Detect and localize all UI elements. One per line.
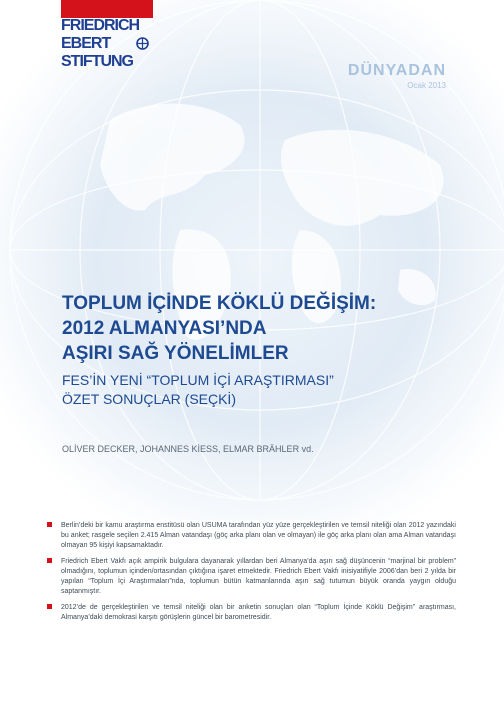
list-item xyxy=(47,557,456,597)
title-line: AŞIRI SAĞ YÖNELİMLER xyxy=(62,343,289,364)
list-item xyxy=(47,603,456,623)
subtitle-line: FES’İN YENİ “TOPLUM İÇİ ARAŞTIRMASI” xyxy=(62,372,334,388)
document-title xyxy=(62,291,462,366)
bullet-square-icon xyxy=(47,604,52,609)
logo-red-bar xyxy=(61,0,153,18)
document-subtitle xyxy=(62,371,462,409)
series-date: Ocak 2013 xyxy=(407,81,446,90)
summary-bullets xyxy=(47,521,456,629)
series-header xyxy=(348,62,446,90)
title-line: TOPLUM İÇİNDE KÖKLÜ DEĞİŞİM: xyxy=(62,293,377,314)
logo-word-stiftung: STIFTUNG xyxy=(61,53,133,70)
fes-logo xyxy=(61,0,153,78)
logo-word-ebert: EBERT xyxy=(61,35,111,52)
authors-line: OLİVER DECKER, JOHANNES KİESS, ELMAR BRÄHLER vd. xyxy=(62,444,314,454)
bullet-text: 2012’de de gerçekleştirilen ve temsil niteliği olan bir anketin sonuçları olan “Toplum İçinde Köklü Değişim” araştırması, Almanya’daki demokrasi karşıtı görüşlerin güncel bir barometresidir. xyxy=(61,604,456,621)
logo-word-friedrich: FRIEDRICH xyxy=(61,17,140,34)
bullet-text: Berlin’deki bir kamu araştırma enstitüsü olan USUMA tarafından yüz yüze gerçekleştirilen ve temsil niteliği olan 2012 yazındaki bu anket; rasgele seçilen 2.415 Alman vatandaşı (göç arka planı olan ve olmayan) ile göç arka planı olan ama Alman vatandaşı olmayan 95 kişiyi kapsamaktadır. xyxy=(61,522,456,549)
title-line: 2012 ALMANYASI’NDA xyxy=(62,318,267,339)
list-item xyxy=(47,521,456,551)
bullet-square-icon xyxy=(47,522,52,527)
bullet-text: Friedrich Ebert Vakfı açık ampirik bulgulara dayanarak yıllardan beri Almanya’da aşırı sağ düşüncenin “marjinal bir problem” olmadığını, toplumun içinden/ortasından çıktığına işaret etmektedir. Friedrich Ebert Vakfı inisiyatifiyle 2006’dan beri 2 yılda bir yapılan “Toplum İçi Araştırmaları”nda, toplumun bütün katmanlarında aşırı sağ tutumun büyük oranda yaygın olduğu saptanmıştır. xyxy=(61,558,456,595)
logo-globe-icon xyxy=(136,37,149,50)
bullet-square-icon xyxy=(47,558,52,563)
series-title: DÜNYADAN xyxy=(347,62,446,79)
subtitle-line: ÖZET SONUÇLAR (SEÇKİ) xyxy=(62,391,236,407)
